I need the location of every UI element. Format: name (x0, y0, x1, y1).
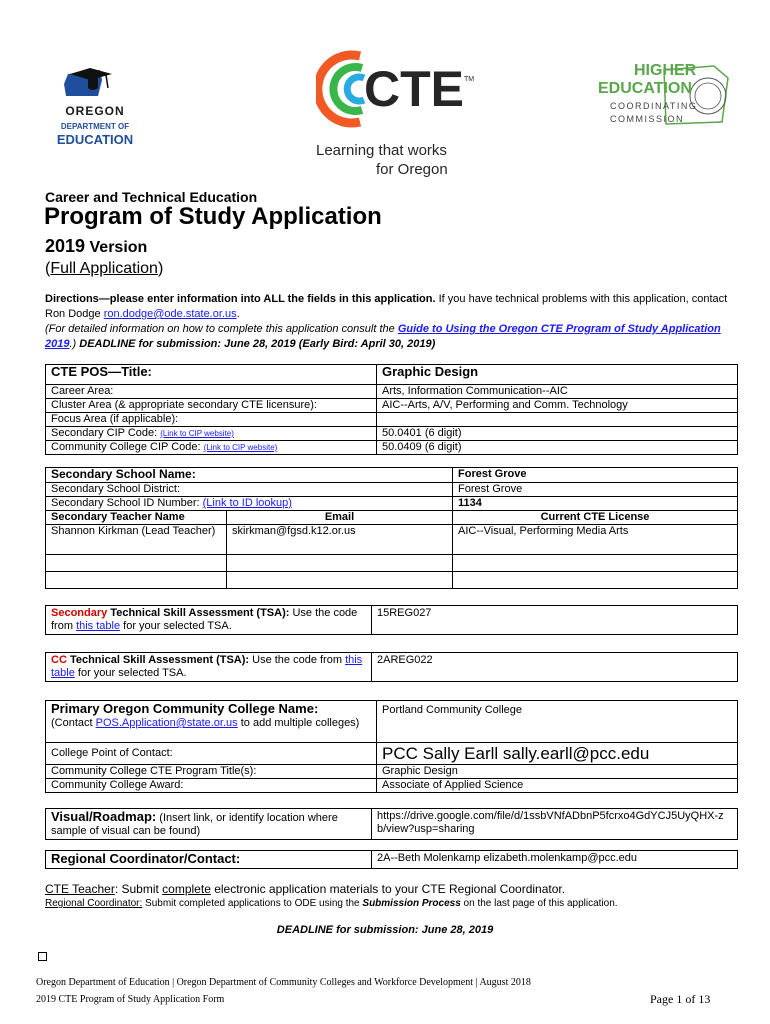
final-deadline: DEADLINE for submission: June 28, 2019 (276, 924, 494, 936)
cte-tagline-1: Learning that works (316, 142, 447, 159)
career-area-value[interactable]: Arts, Information Communication--AIC (377, 385, 738, 399)
full-application-link[interactable]: Full Application (50, 260, 158, 277)
regional-value[interactable]: 2A--Beth Molenkamp elizabeth.molenkamp@pcc.edu (372, 851, 738, 869)
ode-logo-line2: DEPARTMENT OF (60, 122, 130, 131)
college-name-value[interactable]: Portland Community College (377, 701, 738, 743)
teacher-name[interactable] (46, 572, 227, 589)
school-id-value[interactable]: 1134 (453, 497, 738, 511)
college-poc-label: College Point of Contact: (46, 743, 377, 765)
page-number: Page 1 of 13 (650, 992, 711, 1006)
subtitle (45, 260, 163, 278)
sec-cip-label: Secondary CIP Code: (Link to CIP website) (46, 427, 377, 441)
teacher-email[interactable] (227, 572, 453, 589)
id-lookup-link[interactable]: (Link to ID lookup) (202, 497, 292, 509)
hecc-line3: COORDINATING (610, 101, 698, 111)
coordinator-instruction: Regional Coordinator: Submit completed applications to ODE using the Submission Process on the last page of this application. (45, 898, 618, 909)
teacher-email[interactable] (227, 555, 453, 572)
focus-area-value[interactable] (377, 413, 738, 427)
cc-cip-label: Community College CIP Code: (Link to CIP website) (46, 441, 377, 455)
footer-line1: Oregon Department of Education | Oregon Department of Community Colleges and Workforce Development | August 2018 (36, 977, 531, 988)
school-name-value[interactable]: Forest Grove (453, 468, 738, 483)
cc-program-value[interactable]: Graphic Design (377, 765, 738, 779)
header-kicker: Career and Technical Education (45, 189, 258, 205)
secondary-tsa-label: Secondary Technical Skill Assessment (TSA): Use the code from this table for your selected TSA. (46, 606, 372, 635)
secondary-tsa-table-link[interactable]: this table (76, 620, 121, 632)
pos-application-email-link[interactable]: POS.Application@state.or.us (95, 717, 238, 729)
cc-cip-link[interactable]: (Link to CIP website) (203, 443, 278, 452)
version-year: 2019 (45, 236, 86, 256)
subtitle-close: ) (157, 260, 164, 277)
focus-area-label: Focus Area (if applicable): (46, 413, 377, 427)
directions (45, 292, 735, 352)
col-license: Current CTE License (453, 511, 738, 525)
cc-award-value[interactable]: Associate of Applied Science (377, 779, 738, 793)
hecc-line4: COMMISSION (610, 114, 685, 124)
cluster-area-value[interactable]: AIC--Arts, A/V, Performing and Comm. Technology (377, 399, 738, 413)
college-name-label: Primary Oregon Community College Name: (Contact POS.Application@state.or.us to add multiple colleges) (46, 701, 377, 743)
subtitle-open: ( (45, 260, 51, 277)
support-email-link[interactable]: ron.dodge@ode.state.or.us (103, 308, 237, 320)
directions-text: If you have technical problems with this application, contact Ron Dodge (45, 293, 728, 320)
cc-award-label: Community College Award: (46, 779, 377, 793)
hecc-logo (598, 58, 738, 134)
teacher-instruction: CTE Teacher: Submit complete electronic application materials to your CTE Regional Coordinator. (45, 882, 566, 896)
sec-cip-link[interactable]: (Link to CIP website) (160, 429, 234, 438)
ode-logo (40, 66, 150, 156)
version-line (45, 236, 147, 257)
cluster-area-label: Cluster Area (& appropriate secondary CTE licensure): (46, 399, 377, 413)
cte-trademark: TM (464, 76, 475, 83)
guide-link[interactable]: Guide to Using the Oregon CTE Program of Study Application 2019 (45, 323, 721, 350)
school-district-value[interactable]: Forest Grove (453, 483, 738, 497)
cte-wordmark: CTE (364, 61, 464, 117)
cc-program-label: Community College CTE Program Title(s): (46, 765, 377, 779)
regional-table (45, 850, 738, 869)
regional-label: Regional Coordinator/Contact: (46, 851, 372, 869)
pos-title-value[interactable]: Graphic Design (377, 365, 738, 385)
col-teacher-name: Secondary Teacher Name (46, 511, 227, 525)
college-table (45, 700, 738, 793)
visual-roadmap-value[interactable]: https://drive.google.com/file/d/1ssbVNfADbnP5fcrxo4GdYCJ5UyQHX-zb/view?usp=sharing (372, 809, 738, 840)
pos-title-label: CTE POS—Title: (46, 365, 377, 385)
secondary-tsa-value[interactable]: 15REG027 (372, 606, 738, 635)
visual-roadmap-label: Visual/Roadmap: (Insert link, or identify location where sample of visual can be found) (46, 809, 372, 840)
cc-tsa-label: CC Technical Skill Assessment (TSA): Use the code from this table for your selected TSA. (46, 653, 372, 682)
hecc-line1: HIGHER (634, 62, 697, 79)
career-area-label: Career Area: (46, 385, 377, 399)
cc-cip-value[interactable]: 50.0409 (6 digit) (377, 441, 738, 455)
cte-logo (312, 50, 487, 180)
cc-tsa-table (45, 652, 738, 682)
school-name-label: Secondary School Name: (46, 468, 453, 483)
ode-logo-line1: OREGON (65, 104, 125, 118)
page-title: Program of Study Application (44, 203, 382, 230)
sec-cip-value[interactable]: 50.0401 (6 digit) (377, 427, 738, 441)
teacher-license[interactable] (453, 572, 738, 589)
teacher-email[interactable]: skirkman@fgsd.k12.or.us (227, 525, 453, 555)
footer-line2: 2019 CTE Program of Study Application Form (36, 994, 225, 1005)
directions-bold: Directions—please enter information into ALL the fields in this application. (45, 293, 436, 305)
directions-italic-end: .) (69, 338, 80, 350)
cc-tsa-value[interactable]: 2AREG022 (372, 653, 738, 682)
hecc-line2: EDUCATION (598, 80, 692, 97)
pos-table (45, 364, 738, 455)
school-table (45, 467, 738, 589)
directions-italic: (For detailed information on how to complete this application consult the (45, 323, 398, 335)
ode-logo-line3: EDUCATION (56, 132, 134, 147)
teacher-name[interactable]: Shannon Kirkman (Lead Teacher) (46, 525, 227, 555)
version-label: Version (89, 239, 148, 256)
cte-tagline-2: for Oregon (376, 161, 448, 178)
secondary-tsa-table (45, 605, 738, 635)
teacher-license[interactable]: AIC--Visual, Performing Media Arts (453, 525, 738, 555)
cc-tsa-table-link[interactable]: this table (51, 654, 363, 679)
visual-roadmap-table (45, 808, 738, 840)
school-id-label: Secondary School ID Number: (Link to ID lookup) (46, 497, 453, 511)
school-district-label: Secondary School District: (46, 483, 453, 497)
teacher-license[interactable] (453, 555, 738, 572)
directions-deadline: DEADLINE for submission: June 28, 2019 (Early Bird: April 30, 2019) (79, 338, 436, 350)
directions-text-end: . (236, 308, 240, 320)
bullet-square-icon (38, 952, 47, 961)
college-poc-value[interactable]: PCC Sally Earll sally.earll@pcc.edu (377, 743, 738, 765)
col-email: Email (227, 511, 453, 525)
teacher-name[interactable] (46, 555, 227, 572)
